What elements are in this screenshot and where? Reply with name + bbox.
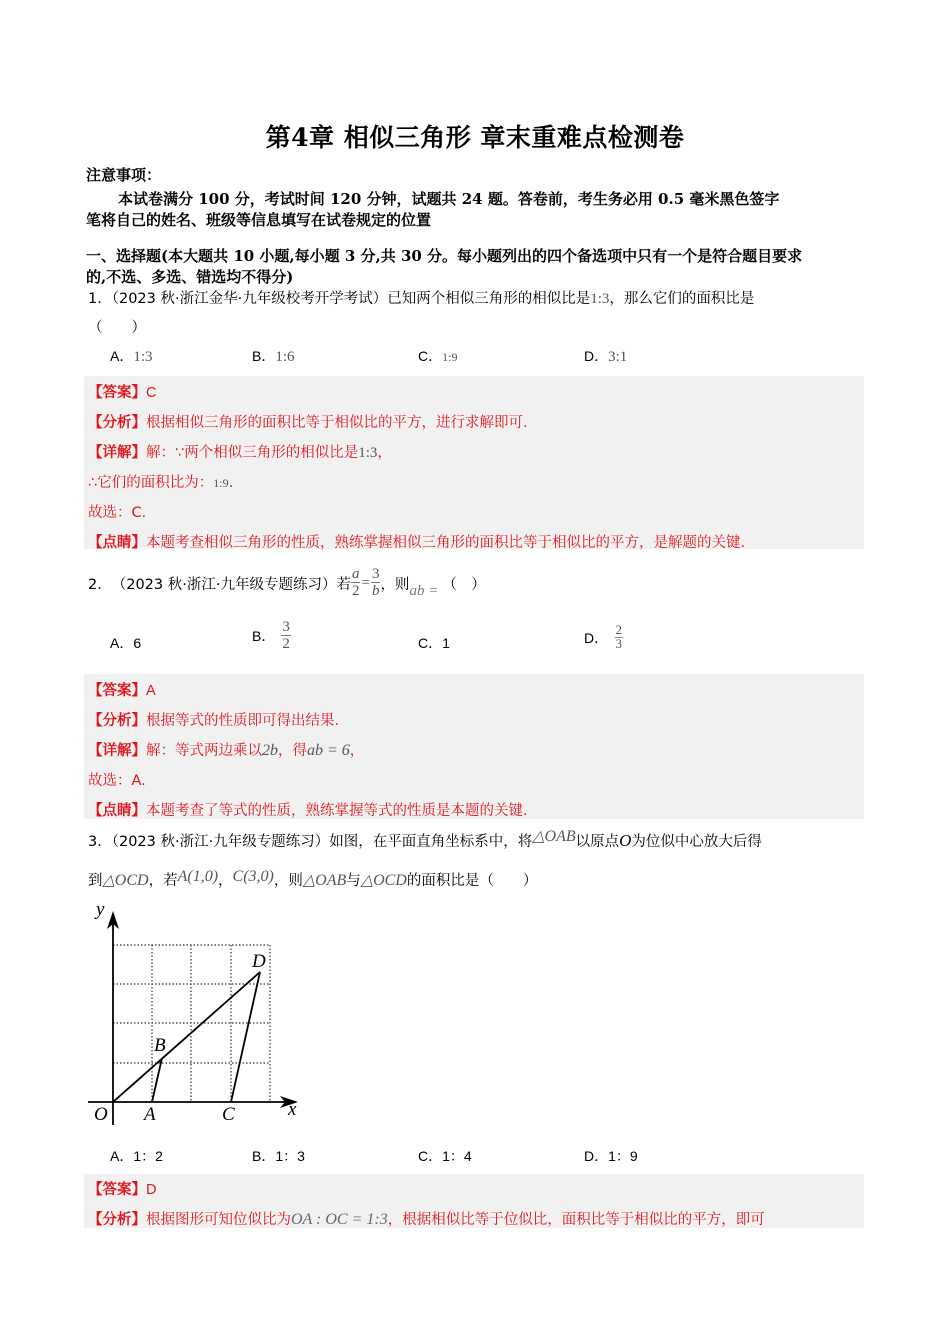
detail-text: . <box>228 475 234 491</box>
option-b[interactable] <box>252 1146 305 1166</box>
answer-value: D <box>146 1182 157 1198</box>
math-triangle-oab: △OAB <box>532 828 576 845</box>
option-value: 1:6 <box>275 349 295 365</box>
stem-text: ，则 <box>380 576 410 593</box>
question-source: （2023 秋·浙江·九年级专题练习） <box>111 576 337 593</box>
detail-text: 解：等式两边乘以 <box>146 743 262 759</box>
math-point-a: A(1,0) <box>177 868 219 885</box>
option-value: 1:9 <box>442 350 458 364</box>
analysis-tag: 【分析】 <box>88 1212 146 1228</box>
answer-line <box>88 679 156 700</box>
detail-text: ∴它们的面积比为： <box>88 475 214 491</box>
comment-tag: 【点睛】 <box>88 803 146 819</box>
analysis-text: 根据图形可知位似比为 <box>146 1212 291 1228</box>
option-a[interactable] <box>110 633 141 653</box>
option-d[interactable] <box>584 346 627 366</box>
answer-line <box>88 381 156 402</box>
option-a[interactable] <box>110 1146 163 1166</box>
notes-label: 注意事项： <box>86 166 162 184</box>
comment-line <box>88 799 528 820</box>
question-source: （2023 秋·浙江·九年级专题练习） <box>111 834 330 850</box>
axes <box>88 917 292 1125</box>
stem-text: ，则 <box>273 873 303 889</box>
analysis-line <box>88 1208 765 1229</box>
analysis-tag: 【分析】 <box>88 415 146 431</box>
option-value: 3:1 <box>608 349 628 365</box>
detail-line <box>88 441 392 462</box>
question-1-stem <box>88 287 754 308</box>
detail-text: ，得 <box>278 743 307 759</box>
option-value: 1：4 <box>442 1148 472 1164</box>
comment-text: 本题考查相似三角形的性质，熟练掌握相似三角形的面积比等于相似比的平方，是解题的关键. <box>146 535 746 551</box>
option-fraction <box>615 624 623 651</box>
math-ratio-oa-oc: OA : OC = 1:3 <box>291 1211 388 1228</box>
detail-text: ， <box>377 445 392 461</box>
option-a[interactable] <box>110 346 153 366</box>
answer-blank: （ ） <box>88 320 146 336</box>
detail-text: ， <box>349 743 365 759</box>
denominator: 2 <box>282 636 290 652</box>
question-number: 3． <box>88 834 112 850</box>
comment-line <box>88 531 745 552</box>
question-3-stem-line-2 <box>88 869 537 890</box>
math-2b: 2b <box>262 742 278 759</box>
detail-tag: 【详解】 <box>88 445 146 461</box>
coordinate-figure <box>82 895 312 1135</box>
choose-line: 故选：A. <box>88 773 146 789</box>
question-3-stem-line-1 <box>88 830 762 851</box>
y-axis-label: y <box>96 899 105 920</box>
section-header-line-2: 的,不选、多选、错选均不得分) <box>86 268 294 286</box>
question-number: 1． <box>88 291 112 307</box>
point-a-label: A <box>144 1104 156 1125</box>
stem-text: ，若 <box>148 873 178 889</box>
denominator: b <box>371 583 380 599</box>
question-2-stem <box>88 563 486 603</box>
math-triangle-ocd: △OCD <box>360 872 407 889</box>
denominator: 3 <box>615 638 623 652</box>
answer-tag: 【答案】 <box>88 683 146 699</box>
page-title: 第4章 相似三角形 章末重难点检测卷 <box>265 123 685 152</box>
option-c[interactable] <box>418 1146 472 1166</box>
math-triangle-oab: △OAB <box>302 872 347 889</box>
analysis-line <box>88 709 339 730</box>
option-c[interactable] <box>418 633 450 653</box>
stem-text: 以原点 <box>575 834 620 850</box>
option-label: D． <box>584 1148 609 1164</box>
stem-text: 的面积比是（ ） <box>406 873 538 889</box>
analysis-line <box>88 411 528 432</box>
option-d[interactable] <box>584 622 624 654</box>
numerator: 3 <box>371 566 380 582</box>
triangles <box>113 972 260 1102</box>
solution-box-1 <box>84 376 864 549</box>
math-triangle-ocd: △OCD <box>102 872 149 889</box>
option-label: C． <box>418 348 443 364</box>
stem-text: ， <box>218 873 233 889</box>
math-ab: ab = <box>409 582 439 599</box>
option-fraction <box>281 620 291 652</box>
point-b-label: B <box>154 1035 166 1056</box>
comment-text: 本题考查了等式的性质，熟练掌握等式的性质是本题的关键. <box>146 803 528 819</box>
option-value: 1：9 <box>608 1148 638 1164</box>
stem-text: 到 <box>88 873 103 889</box>
option-label: A． <box>110 635 134 651</box>
detail-tag: 【详解】 <box>88 743 146 759</box>
option-c[interactable] <box>418 346 457 366</box>
math-ratio: 1:9 <box>213 476 229 490</box>
option-value: 6 <box>133 635 142 651</box>
option-label: B． <box>252 628 276 644</box>
option-label: B． <box>252 348 276 364</box>
stem-text: 如图，在平面直角坐标系中，将 <box>329 834 533 850</box>
analysis-text: 根据相似三角形的面积比等于相似比的平方，进行求解即可. <box>146 415 528 431</box>
fraction-3-over-b <box>371 567 381 599</box>
math-ab-equals-6: ab = 6 <box>307 742 350 759</box>
option-value: 1：2 <box>133 1148 163 1164</box>
option-label: B． <box>252 1148 276 1164</box>
detail-line <box>88 739 364 760</box>
option-b[interactable] <box>252 620 291 652</box>
question-number: 2． <box>88 576 112 593</box>
stem-text: 若 <box>336 576 351 593</box>
point-o-label: O <box>94 1104 108 1125</box>
choose-line: 故选：C. <box>88 505 147 521</box>
comment-tag: 【点睛】 <box>88 535 146 551</box>
option-label: D． <box>584 348 609 364</box>
x-axis-label: x <box>288 1099 297 1120</box>
point-c-label: C <box>222 1104 235 1125</box>
equals-sign: = <box>361 574 370 591</box>
fraction-a-over-2 <box>351 567 361 599</box>
notes-line-2: 笔将自己的姓名、班级等信息填写在试卷规定的位置 <box>86 211 432 229</box>
option-label: A． <box>110 348 134 364</box>
answer-value: C <box>146 385 157 401</box>
question-source: （2023 秋·浙江金华·九年级校考开学考试） <box>111 291 388 307</box>
answer-line <box>88 1178 156 1199</box>
section-header-line-1: 一、选择题(本大题共 10 小题,每小题 3 分,共 30 分。每小题列出的四个备选项中只有一个是符合题目要求 <box>86 247 803 265</box>
math-point-c: C(3,0) <box>232 868 274 885</box>
math-ratio: 1:3 <box>590 291 610 307</box>
detail-text: 解：∵两个相似三角形的相似比是 <box>146 445 359 461</box>
math-ratio: 1:3 <box>358 445 378 461</box>
stem-text: 已知两个相似三角形的相似比是 <box>387 291 591 307</box>
option-b[interactable] <box>252 346 295 366</box>
numerator: a <box>351 566 360 582</box>
stem-text: ，那么它们的面积比是 <box>609 291 755 307</box>
detail-line-2 <box>88 471 233 492</box>
answer-blank: （ ） <box>442 576 486 593</box>
option-d[interactable] <box>584 1146 638 1166</box>
answer-tag: 【答案】 <box>88 1182 146 1198</box>
notes-line-1: 本试卷满分 100 分，考试时间 120 分钟，试题共 24 题。答卷前，考生务必用 0.5 毫米黑色签字 <box>118 190 780 208</box>
answer-value: A <box>146 683 156 699</box>
option-label: D． <box>584 630 609 646</box>
analysis-text: ，根据相似比等于位似比，面积比等于相似比的平方，即可 <box>387 1212 765 1228</box>
denominator: 2 <box>351 583 360 599</box>
analysis-text: 根据等式的性质即可得出结果. <box>146 713 340 729</box>
option-label: C． <box>418 635 443 651</box>
stem-text: 与 <box>346 873 361 889</box>
option-label: A． <box>110 1148 134 1164</box>
option-value: 1:3 <box>133 349 153 365</box>
answer-tag: 【答案】 <box>88 385 146 401</box>
math-origin: O <box>619 831 632 850</box>
numerator: 3 <box>282 619 290 635</box>
point-d-label: D <box>252 951 266 972</box>
stem-text: 为位似中心放大后得 <box>631 834 762 850</box>
grid-lines <box>113 945 270 1102</box>
option-label: C． <box>418 1148 443 1164</box>
option-value: 1：3 <box>275 1148 305 1164</box>
analysis-tag: 【分析】 <box>88 713 146 729</box>
numerator: 2 <box>615 623 623 638</box>
option-value: 1 <box>442 635 450 651</box>
